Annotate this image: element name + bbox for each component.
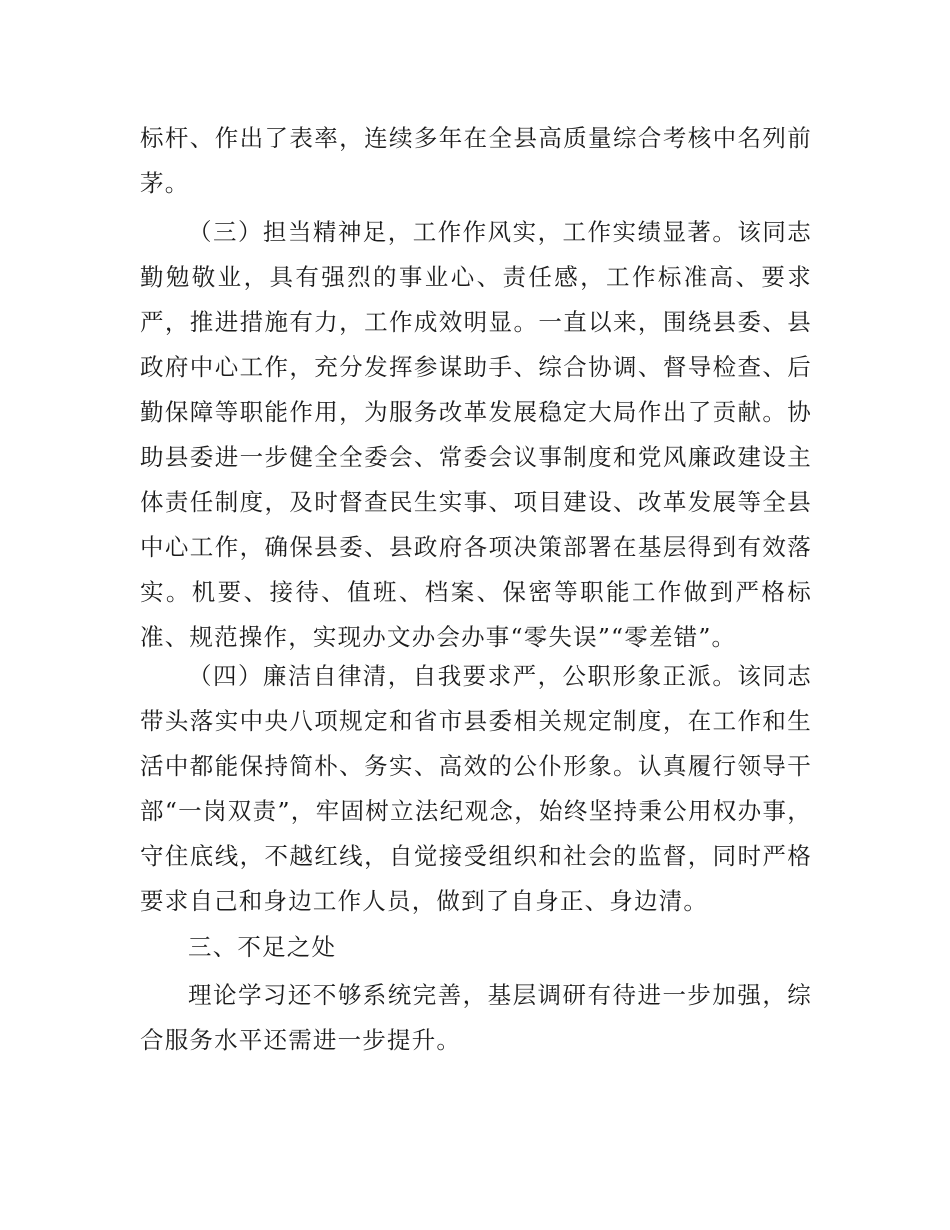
paragraph-section-four: （四）廉洁自律清，自我要求严，公职形象正派。该同志带头落实中央八项规定和省市县委相关规定制度，在工作和生活中都能保持简朴、务实、高效的公仆形象。认真履行领导干部“一岗双责”，牢固树立法纪观念，始终坚持秉公用权办事，守住底线，不越红线，自觉接受组织和社会的监督，同时严格要求自己和身边工作人员，做到了自身正、身边清。	[140, 662, 812, 915]
paragraph-section-three: （三）担当精神足，工作作风实，工作实绩显著。该同志勤勉敬业，具有强烈的事业心、责任感，工作标准高、要求严，推进措施有力，工作成效明显。一直以来，围绕县委、县政府中心工作，充分发挥参谋助手、综合协调、督导检查、后勤保障等职能作用，为服务改革发展稳定大局作出了贡献。协助县委进一步健全全委会、常委会议事制度和党风廉政建设主体责任制度，及时督查民生实事、项目建设、改革发展等全县中心工作，确保县委、县政府各项决策部署在基层得到有效落实。机要、接待、值班、档案、保密等职能工作做到严格标准、规范操作，实现办文办会办事“零失误”“零差错”。	[140, 218, 812, 651]
paragraph-continuation: 标杆、作出了表率，连续多年在全县高质量综合考核中名列前茅。	[140, 124, 812, 197]
section-heading-shortcomings: 三、不足之处	[188, 933, 337, 961]
paragraph-shortcomings: 理论学习还不够系统完善，基层调研有待进一步加强，综合服务水平还需进一步提升。	[140, 981, 812, 1054]
